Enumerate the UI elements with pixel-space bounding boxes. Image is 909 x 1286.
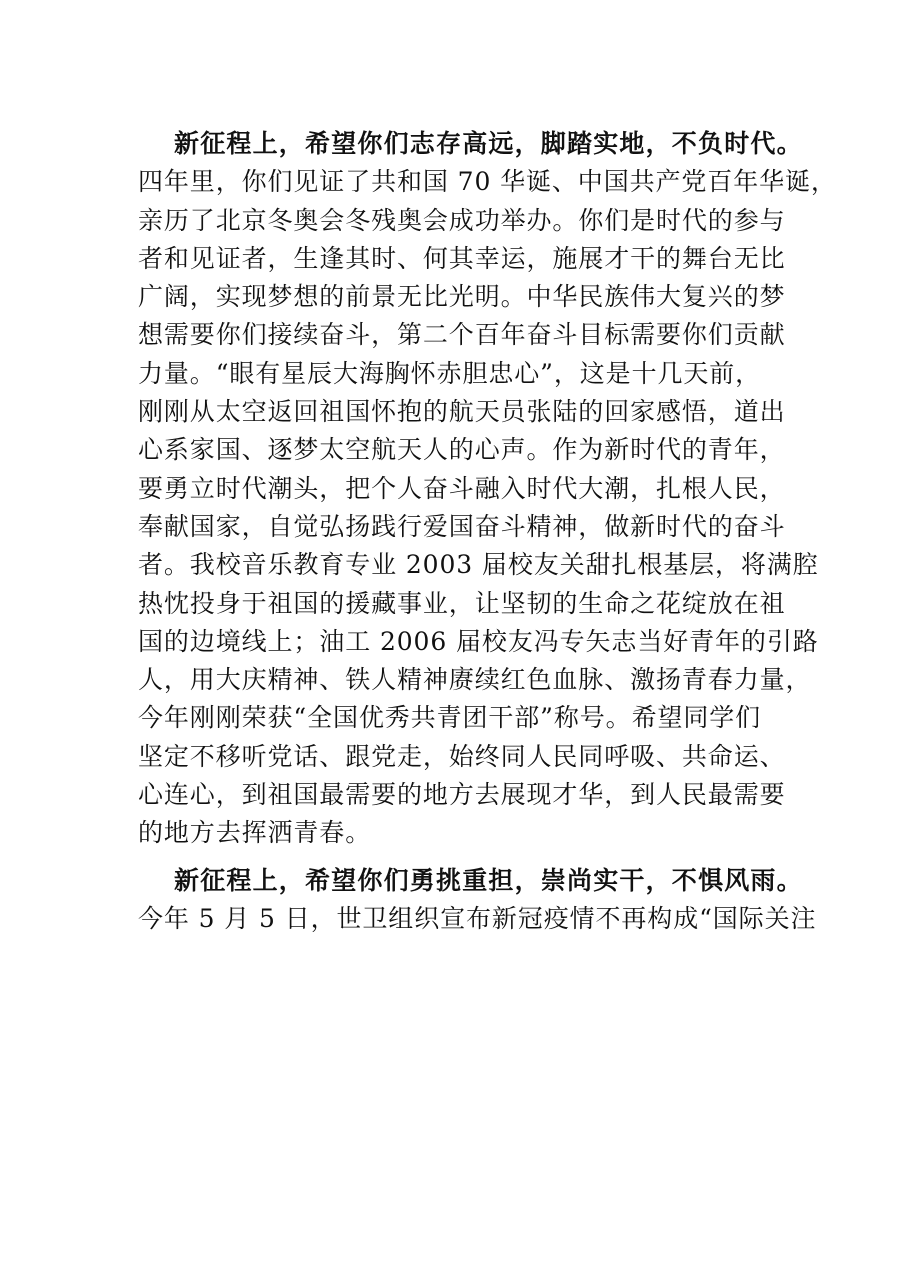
paragraph-heading: 新征程上，希望你们勇挑重担，崇尚实干，不惧风雨。 [174,865,803,895]
text-line: 人，用大庆精神、铁人精神赓续红色血脉、激扬青春力量， [138,665,812,695]
text-line: 奉献国家，自觉弘扬践行爱国奋斗精神，做新时代的奋斗 [138,511,786,541]
text-line: 想需要你们接续奋斗，第二个百年奋斗目标需要你们贡献 [138,320,786,350]
text-line: 的地方去挥洒青春。 [138,818,372,848]
text-line: 心连心，到祖国最需要的地方去展现才华，到人民最需要 [138,780,786,810]
document-body [138,125,837,938]
text-line: 要勇立时代潮头，把个人奋斗融入时代大潮，扎根人民， [138,473,786,503]
text-line: 者和见证者，生逢其时、何其幸运，施展才干的舞台无比 [138,243,786,273]
paragraph-1 [138,125,837,853]
text-line: 坚定不移听党话、跟党走，始终同人民同呼吸、共命运、 [138,741,786,771]
text-line: 四年里，你们见证了共和国 70 华诞、中国共产党百年华诞， [138,167,837,197]
text-line: 国的边境线上；油工 2006 届校友冯专矢志当好青年的引路 [138,626,819,656]
text-line: 亲历了北京冬奥会冬残奥会成功举办。你们是时代的参与 [138,205,786,235]
text-line: 广阔，实现梦想的前景无比光明。中华民族伟大复兴的梦 [138,282,786,312]
text-line: 热忱投身于祖国的援藏事业，让坚韧的生命之花绽放在祖 [138,588,786,618]
text-line: 者。我校音乐教育专业 2003 届校友关甜扎根基层，将满腔 [138,550,819,580]
text-line: 今年刚刚荣获“全国优秀共青团干部”称号。希望同学们 [138,703,762,733]
paragraph-2 [138,862,817,939]
text-line: 刚刚从太空返回祖国怀抱的航天员张陆的回家感悟，道出 [138,397,786,427]
text-line: 心系家国、逐梦太空航天人的心声。作为新时代的青年， [138,435,786,465]
text-line: 今年 5 月 5 日，世卫组织宣布新冠疫情不再构成“国际关注 [138,903,817,933]
paragraph-heading: 新征程上，希望你们志存高远，脚踏实地，不负时代。 [174,129,803,158]
text-line: 力量。“眼有星辰大海胸怀赤胆忠心”，这是十几天前， [138,358,762,388]
